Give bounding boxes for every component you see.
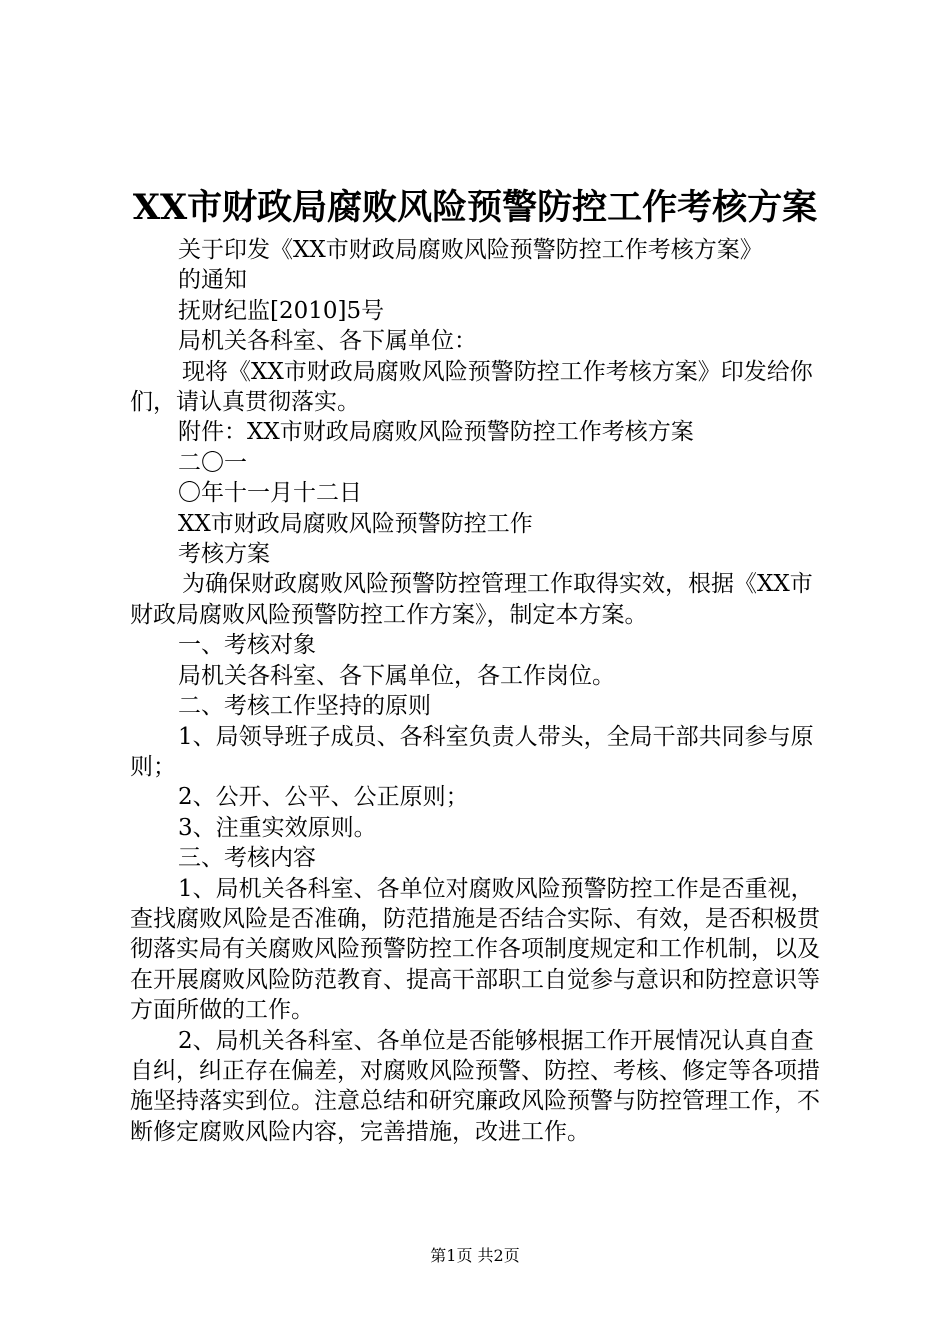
content-item-2: 2、局机关各科室、各单位是否能够根据工作开展情况认真自查自纠，纠正存在偏差，对腐败风险预警、防控、考核、修定等各项措施坚持落实到位。注意总结和研究廉政风险预警与防控管理工作，不断修定腐败风险内容，完善措施，改进工作。 (130, 1027, 820, 1145)
attachment-line: 附件：XX市财政局腐败风险预警防控工作考核方案 (178, 419, 694, 446)
notice-heading: 关于印发《XX市财政局腐败风险预警防控工作考核方案》的通知 (178, 237, 763, 294)
section-title-line-2: 考核方案 (178, 541, 270, 568)
intro-paragraph: 为确保财政腐败风险预警防控管理工作取得实效，根据《XX市财政局腐败风险预警防控工作方案》，制定本方案。 (130, 571, 813, 628)
document-number: 抚财纪监[2010]5号 (178, 297, 385, 324)
date-line-2: 〇年十一月十二日 (178, 480, 362, 507)
assessment-targets-text: 局机关各科室、各下属单位，各工作岗位。 (178, 662, 615, 689)
document-title: XX市财政局腐败风险预警防控工作考核方案 (132, 187, 818, 228)
salutation: 局机关各科室、各下属单位： (178, 328, 477, 355)
date-line-1: 二〇一 (178, 449, 247, 476)
principle-item-2: 2、公开、公平、公正原则； (178, 784, 469, 811)
heading-assessment-targets: 一、考核对象 (178, 632, 316, 659)
heading-principles: 二、考核工作坚持的原则 (178, 693, 431, 720)
page-indicator: 第1页 共2页 (430, 1246, 520, 1265)
notice-body: 现将《XX市财政局腐败风险预警防控工作考核方案》印发给你们，请认真贯彻落实。 (130, 358, 813, 416)
content-item-1: 1、局机关各科室、各单位对腐败风险预警防控工作是否重视，查找腐败风险是否准确，防范措施是否结合实际、有效，是否积极贯彻落实局有关腐败风险预警防控工作各项制度规定和工作机制，以及在开展腐败风险防范教育、提高干部职工自觉参与意识和防控意识等方面所做的工作。 (130, 875, 820, 1024)
heading-content: 三、考核内容 (178, 845, 316, 872)
principle-item-1: 1、局领导班子成员、各科室负责人带头，全局干部共同参与原则； (130, 723, 814, 780)
principle-item-3: 3、注重实效原则。 (178, 814, 377, 841)
document-body (130, 235, 830, 1147)
section-title-line-1: XX市财政局腐败风险预警防控工作 (178, 510, 533, 537)
